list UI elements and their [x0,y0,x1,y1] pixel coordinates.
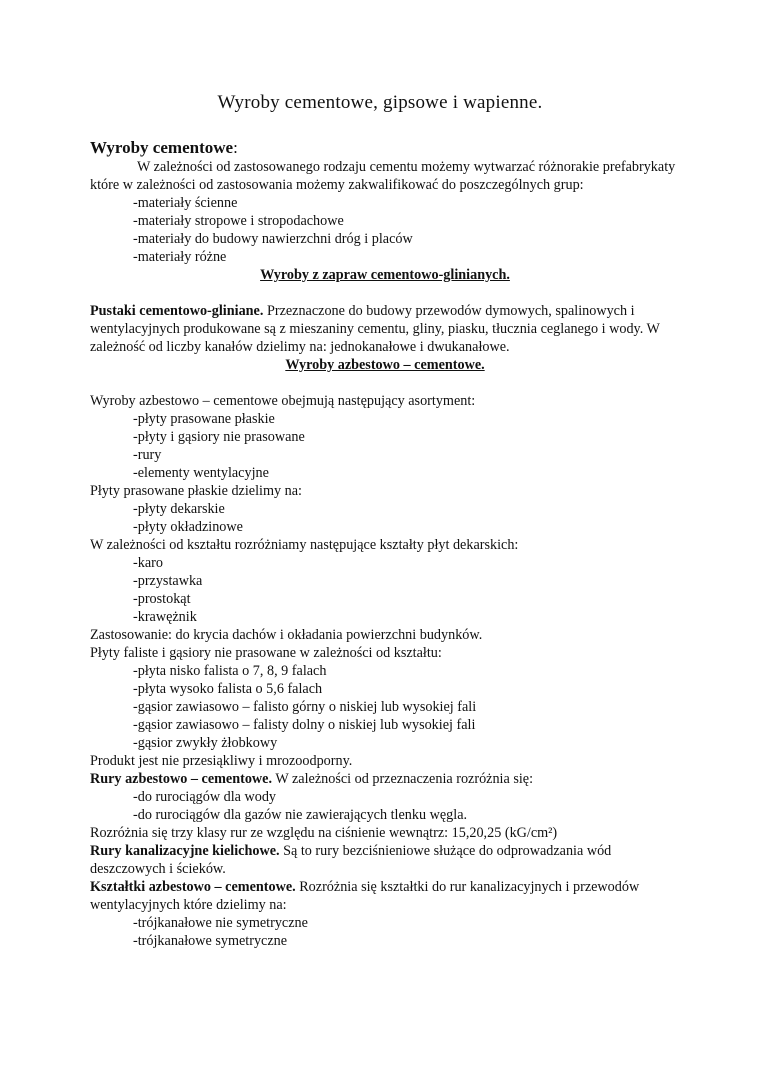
term: Rury kanalizacyjne kielichowe. [90,843,280,859]
list-item: -materiały stropowe i stropodachowe [133,213,344,229]
intro-paragraph: W zależności od zastosowanego rodzaju cementu możemy wytwarzać różnorakie prefabrykaty które w zależności od zastosowania możemy zakwalifikować do poszczególnych grup: [90,159,676,193]
term: Pustaki cementowo-gliniane. [90,303,264,319]
section-heading-cement-clay: Wyroby z zapraw cementowo-glinianych. [260,267,510,283]
paragraph-text: W zależności od przeznaczenia rozróżnia się: [272,771,534,787]
list-item: -prostokąt [133,591,191,607]
list-item: -płyta wysoko falista o 5,6 falach [133,681,323,697]
paragraph-hollow-blocks [90,302,680,356]
list-item: -gąsior zawiasowo – falisty dolny o niskiej lub wysokiej fali [133,717,476,733]
paragraph-text: Rozróżnia się kształtki do rur kanalizacyjnych i przewodów wentylacyjnych które dzielimy na: [90,879,640,913]
pipes-paragraph [90,770,680,788]
list-item: -karo [133,555,163,571]
sewer-pipes-paragraph [90,842,680,878]
list-item: -gąsior zawiasowo – falisto górny o niskiej lub wysokiej fali [133,699,477,715]
product-note: Produkt jest nie przesiąkliwy i mrozoodporny. [90,753,353,769]
list-item: -płyty dekarskie [133,501,225,517]
heading-colon: : [233,138,238,157]
term: Kształtki azbestowo – cementowe. [90,879,296,895]
list-item: -elementy wentylacyjne [133,465,269,481]
fittings-paragraph [90,878,680,914]
list-item: -płyta nisko falista o 7, 8, 9 falach [133,663,327,679]
paragraph-text: Są to rury bezciśnieniowe służące do odprowadzania wód deszczowych i ścieków. [90,843,612,877]
list-item: -rury [133,447,162,463]
flat-plates-intro: Płyty prasowane płaskie dzielimy na: [90,483,302,499]
list-item: -trójkanałowe symetryczne [133,933,288,949]
document-title: Wyroby cementowe, gipsowe i wapienne. [217,92,543,113]
pipe-classes-line: Rozróżnia się trzy klasy rur ze względu na ciśnienie wewnątrz: 15,20,25 (kG/cm²) [90,825,558,841]
list-item: -gąsior zwykły żłobkowy [133,735,278,751]
shapes-intro: W zależności od kształtu rozróżniamy następujące kształty płyt dekarskich: [90,537,519,553]
list-item: -przystawka [133,573,203,589]
list-item: -płyty prasowane płaskie [133,411,275,427]
section-heading-cement-products [90,138,680,158]
list-item: -materiały ścienne [133,195,238,211]
corrugated-intro: Płyty faliste i gąsiory nie prasowane w zależności od kształtu: [90,645,442,661]
list-item: -trójkanałowe nie symetryczne [133,915,308,931]
list-item: -płyty i gąsiory nie prasowane [133,429,305,445]
document-body [90,138,680,950]
list-item: -materiały różne [133,249,227,265]
assortment-intro: Wyroby azbestowo – cementowe obejmują następujący asortyment: [90,393,476,409]
usage-line: Zastosowanie: do krycia dachów i okładania powierzchni budynków. [90,627,483,643]
term: Rury azbestowo – cementowe. [90,771,273,787]
list-item: -do rurociągów dla gazów nie zawierających tlenku węgla. [133,807,468,823]
heading-text: Wyroby cementowe [90,138,234,157]
list-item: -do rurociągów dla wody [133,789,277,805]
section-heading-asbestos-cement: Wyroby azbestowo – cementowe. [285,357,485,373]
list-item: -krawężnik [133,609,197,625]
list-item: -płyty okładzinowe [133,519,243,535]
paragraph-text: Przeznaczone do budowy przewodów dymowych, spalinowych i wentylacyjnych produkowane są z mieszaniny cementu, gliny, piasku, tłucznia ceglanego i wody. W zależność od liczby kanałów dzielimy na: jednokanałowe i dwukanałowe. [90,303,660,355]
list-item: -materiały do budowy nawierzchni dróg i placów [133,231,413,247]
